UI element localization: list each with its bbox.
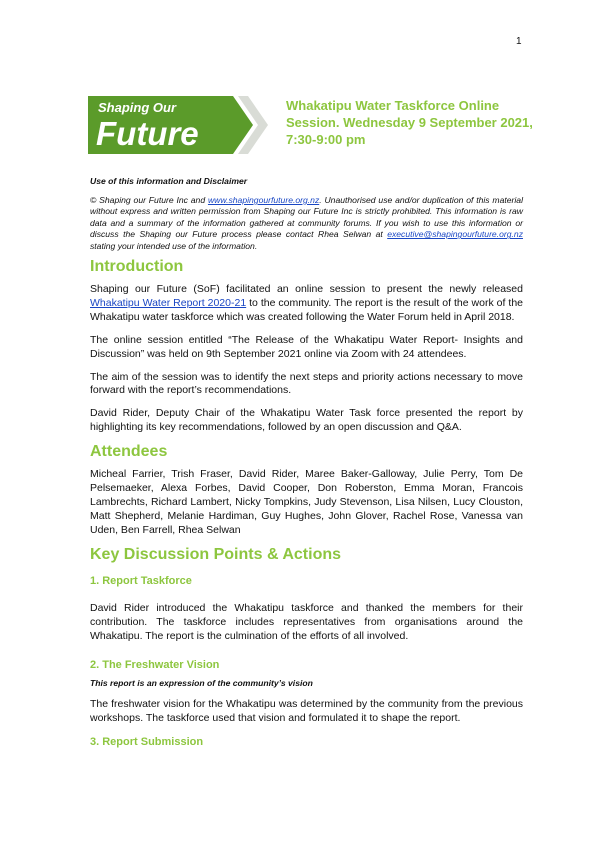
document-title: Whakatipu Water Taskforce Online Session. Wednesday 9 September 2021, 7:30-9:00 pm xyxy=(286,98,533,147)
attendees-list: Micheal Farrier, Trish Fraser, David Rider, Maree Baker-Galloway, Julie Perry, Tom De Pelsemaeker, Alexa Forbes, David Cooper, Don Roberston, Emma Moran, Francois Lambrechts, Richard Lambert, Nicky Tompkins, Judy Stevenson, Lisa Nilsen, Lucy Clouston, Matt Shepherd, Melanie Hardiman, Guy Hughes, John Glover, Rachel Rose, Vanessa van Uden, Ben Farrell, Rhea Selwan xyxy=(90,468,523,536)
key-points-heading: Key Discussion Points & Actions xyxy=(90,545,342,563)
logo-text-future: Future xyxy=(96,115,199,152)
introduction-heading: Introduction xyxy=(90,258,184,276)
disclaimer-part: © Shaping our Future Inc and xyxy=(90,195,208,205)
intro-text: Shaping our Future (SoF) facilitated an online session to present the newly released xyxy=(90,283,523,296)
disclaimer-part: stating your intended use of the information. xyxy=(90,240,258,251)
section-2-heading: 2. The Freshwater Vision xyxy=(90,659,220,672)
disclaimer-part: . Unauthorised use and/or duplication of this material without express and written permission from Shaping our Future Inc is strictly prohibited. This information is raw data and a summary of the information gathered at community forums. If you wish to use this information or discuss the Shaping our Future process please contact Rhea Selwan at xyxy=(90,195,523,240)
introduction-paragraph: David Rider, Deputy Chair of the Whakatipu Water Task force presented the report by highlighting its key recommendations, followed by an open discussion and Q&A. xyxy=(90,407,523,434)
page-number: 1 xyxy=(516,36,522,47)
intro-text: to the community. The report is the result of the work of the Whakatipu water taskforce which was created following the Water Forum held in April 2018. xyxy=(90,296,523,323)
section-2-subheading: This report is an expression of the community’s vision xyxy=(90,678,313,689)
disclaimer-text xyxy=(90,195,523,252)
section-1-heading: 1. Report Taskforce xyxy=(90,574,192,587)
website-link[interactable]: www.shapingourfuture.org.nz xyxy=(207,195,320,205)
email-link[interactable]: executive@shapingourfuture.org.nz xyxy=(387,229,523,240)
document-body xyxy=(90,176,523,749)
attendees-heading: Attendees xyxy=(90,443,168,461)
introduction-paragraph: The aim of the session was to identify the next steps and priority actions necessary to move forward with the report’s recommendations. xyxy=(90,370,523,397)
disclaimer-heading: Use of this information and Disclaimer xyxy=(90,176,248,186)
logo-text-shaping-our: Shaping Our xyxy=(98,100,176,115)
section-1-paragraph: David Rider introduced the Whakatipu taskforce and thanked the members for their contribution. The taskforce includes representatives from organisations around the Whakatipu. The report is the culmination of the efforts of all involved. xyxy=(90,601,523,642)
shaping-our-future-logo xyxy=(88,94,268,156)
introduction-paragraph: The online session entitled “The Release of the Whakatipu Water Report- Insights and Discussion” was held on 9th September 2021 online via Zoom with 24 attendees. xyxy=(90,333,523,360)
section-2-paragraph: The freshwater vision for the Whakatipu was determined by the community from the previous workshops. The taskforce used that vision and formulated it to shape the report. xyxy=(90,698,523,725)
section-3-heading: 3. Report Submission xyxy=(90,736,204,749)
water-report-link[interactable]: Whakatipu Water Report 2020-21 xyxy=(90,296,247,309)
introduction-paragraph xyxy=(90,283,523,325)
